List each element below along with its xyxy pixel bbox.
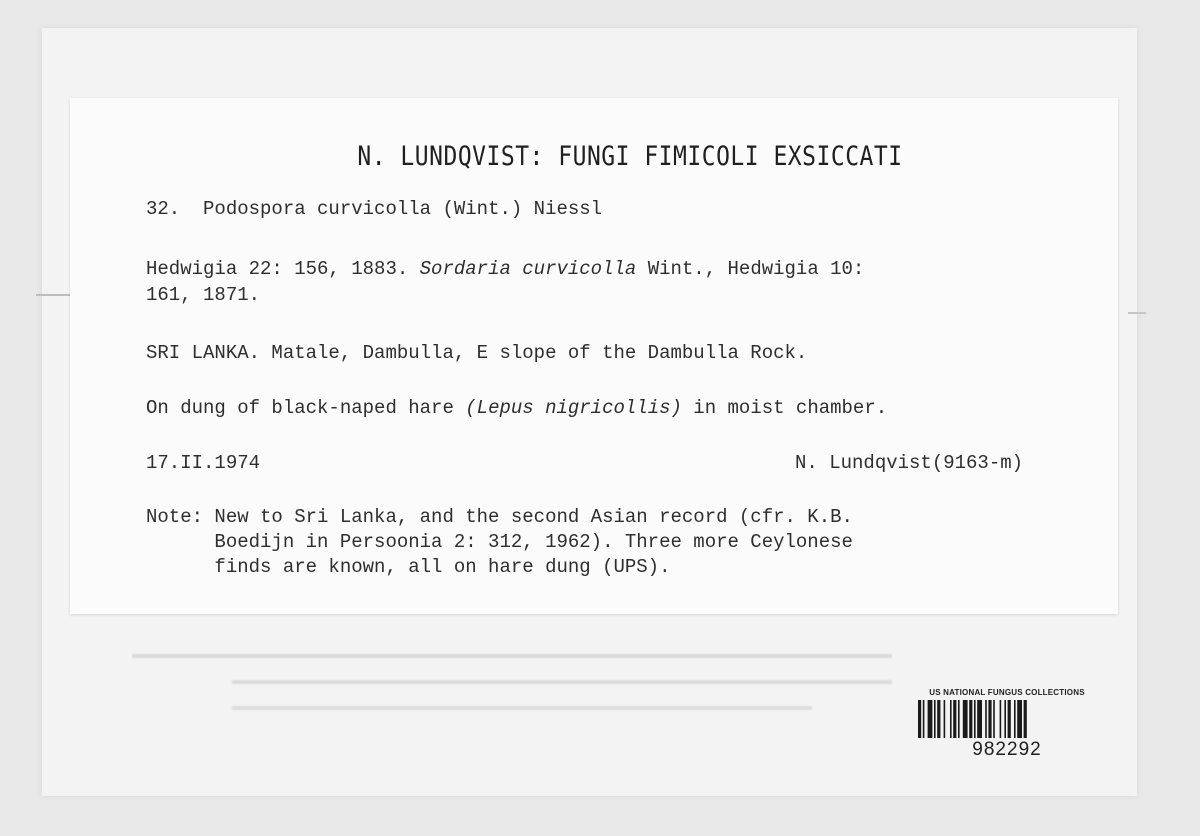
citation-line-1 [146,258,864,280]
citation-text-end: Wint., Hedwigia 10: [636,258,865,280]
barcode-label [908,688,1106,774]
barcode-title: US NATIONAL FUNGUS COLLECTIONS [929,688,1085,697]
note-line-2: Boedijn in Persoonia 2: 312, 1962). Three more Ceylonese [146,531,853,553]
citation-basionym: Sordaria curvicolla [419,258,637,280]
note-line-1: Note: New to Sri Lanka, and the second Asian record (cfr. K.B. [146,506,853,528]
envelope-fold-left [36,294,72,296]
envelope-fold-right [1128,312,1146,314]
locality-line: SRI LANKA. Matale, Dambulla, E slope of the Dambulla Rock. [146,342,808,364]
citation-line-2: 161, 1871. [146,284,261,306]
citation-text: Hedwigia 22: 156, 1883. [146,258,420,280]
habitat-text-end: in moist chamber. [681,397,888,419]
show-through-ghost [100,630,920,700]
habitat-line [146,397,887,419]
collector: N. Lundqvist(9163-m) [795,452,1024,474]
host-name: (Lepus nigricollis) [465,397,682,419]
species-line: 32. Podospora curvicolla (Wint.) Niessl [146,198,603,220]
show-through-strokes [122,650,942,720]
barcode-number: 982292 [972,739,1042,760]
label-header: N. LUNDQVIST: FUNGI FIMICOLI EXSICCATI [357,142,903,172]
note-line-3: finds are known, all on hare dung (UPS). [146,556,671,578]
habitat-text: On dung of black-naped hare [146,397,466,419]
barcode-icon [916,700,1098,738]
collection-date: 17.II.1974 [146,452,261,474]
